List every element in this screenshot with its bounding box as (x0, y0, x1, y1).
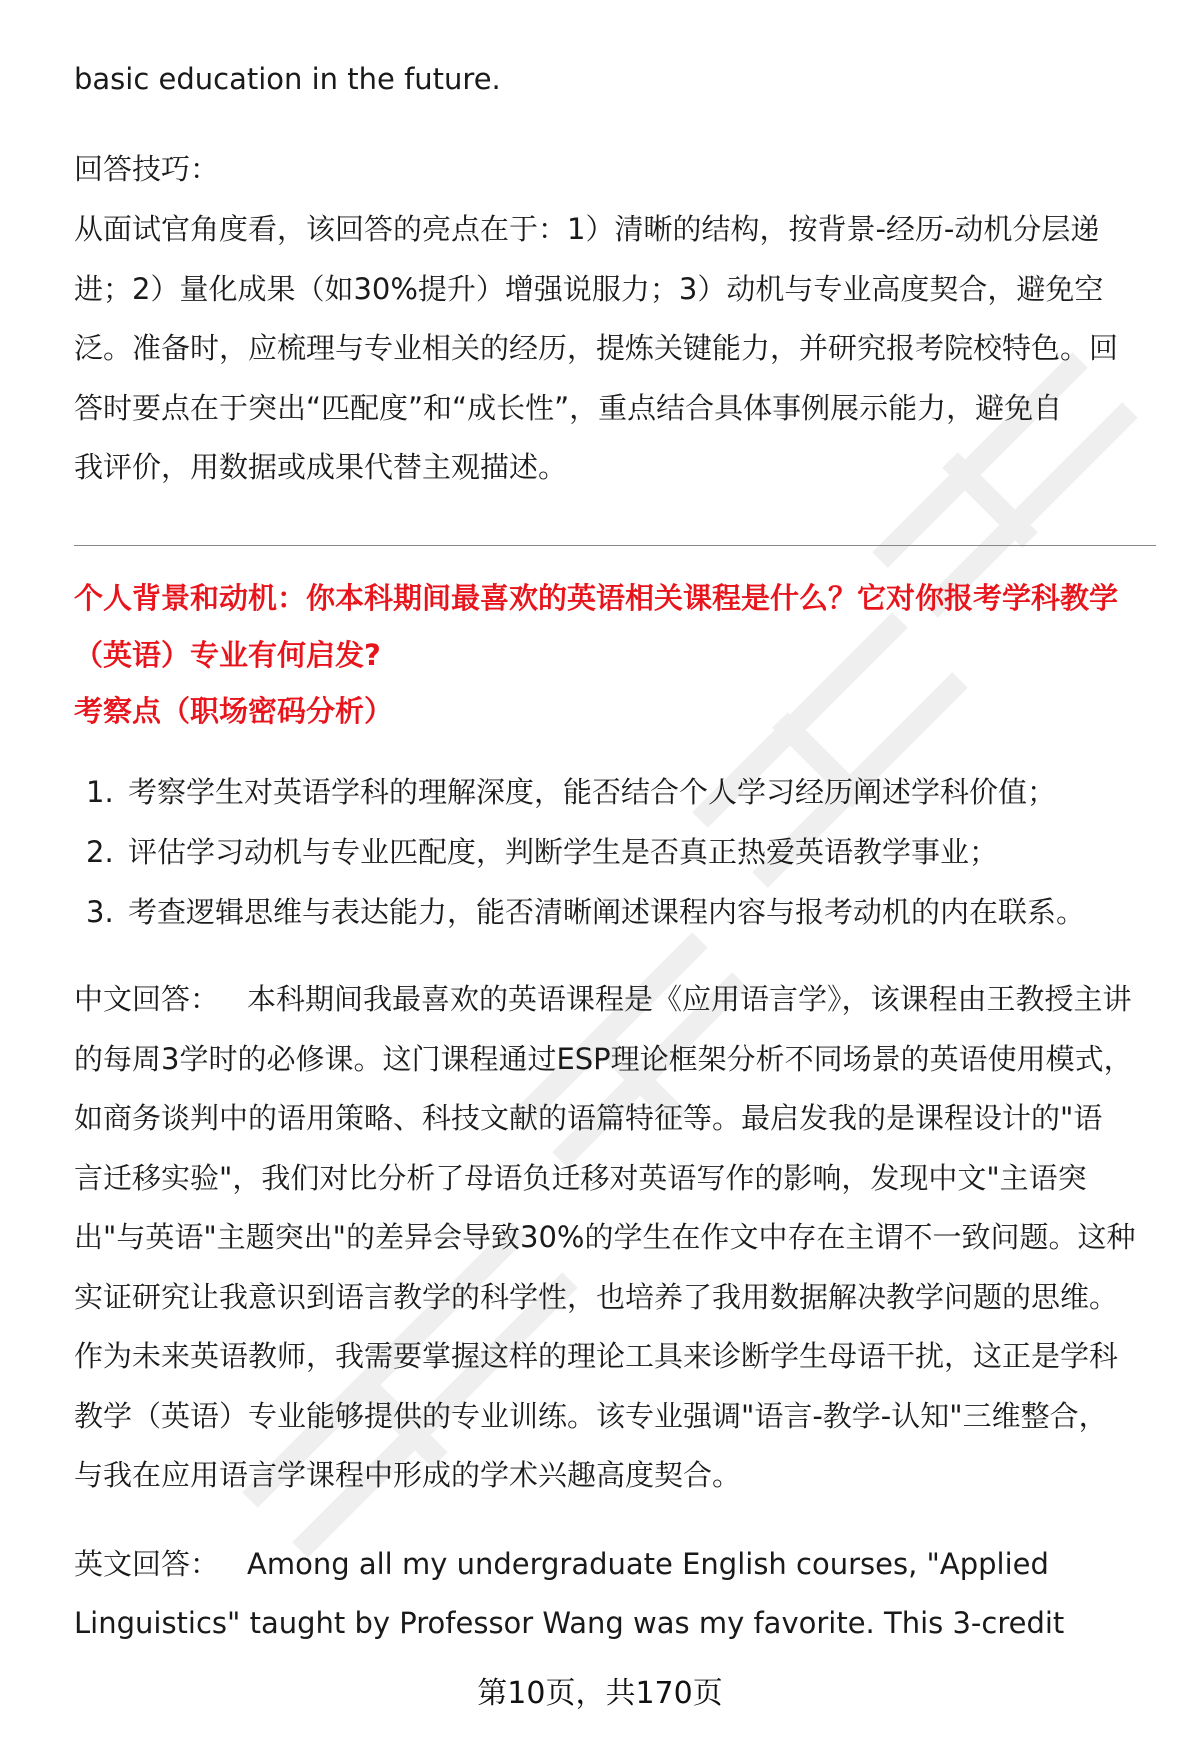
section-divider (74, 545, 1156, 546)
answer-first-line: 本科期间我最喜欢的英语课程是《应用语言学》，该课程由王教授主讲 (247, 982, 1132, 1016)
answer-label: 中文回答： (74, 982, 220, 1016)
assessment-list (86, 762, 1085, 942)
question-line: （英语）专业有何启发? (74, 638, 381, 672)
list-item (86, 822, 1085, 882)
page-number: 第10页，共170页 (477, 1676, 723, 1711)
list-number: 2. (86, 835, 114, 869)
list-text: 评估学习动机与专业匹配度，判断学生是否真正热爱英语教学事业； (128, 835, 999, 869)
english-answer (74, 1535, 1064, 1653)
top-paragraph (74, 50, 501, 109)
text-line: 答时要点在于突出“匹配度”和“成长性”，重点结合具体事例展示能力，避免自 (74, 390, 1063, 425)
chinese-answer (74, 970, 1135, 1506)
text-line: 从面试官角度看，该回答的亮点在于：1）清晰的结构，按背景-经历-动机分层递 (74, 212, 1100, 246)
list-text: 考查逻辑思维与表达能力，能否清晰阐述课程内容与报考动机的内在联系。 (128, 895, 1086, 929)
text-line: 与我在应用语言学课程中形成的学术兴趣高度契合。 (74, 1458, 742, 1492)
text-line: Linguistics" taught by Professor Wang was my favorite. This 3-credit (74, 1606, 1065, 1640)
text-line (74, 1535, 1064, 1594)
question-heading (74, 570, 1118, 684)
text-line: 如商务谈判中的语用策略、科技文献的语篇特征等。最启发我的是课程设计的"语 (74, 1101, 1103, 1135)
text-line: 的每周3学时的必修课。这门课程通过ESP理论框架分析不同场景的英语使用模式， (74, 1041, 1133, 1076)
text-line: 言迁移实验"，我们对比分析了母语负迁移对英语写作的影响，发现中文"主语突 (74, 1160, 1087, 1195)
tips-body (74, 200, 1156, 498)
list-number: 3. (86, 895, 114, 929)
assessment-title: 考察点（职场密码分析） (74, 694, 394, 728)
text-line: 进；2）量化成果（如30%提升）增强说服力；3）动机与专业高度契合，避免空 (74, 271, 1104, 306)
text-line: 教学（英语）专业能够提供的专业训练。该专业强调"语言-教学-认知"三维整合， (74, 1398, 1108, 1433)
answer-label: 英文回答： (74, 1547, 220, 1581)
list-text: 考察学生对英语学科的理解深度，能否结合个人学习经历阐述学科价值； (128, 775, 1057, 809)
text-line: 泛。准备时，应梳理与专业相关的经历，提炼关键能力，并研究报考院校特色。回 (74, 331, 1119, 365)
question-line: 个人背景和动机：你本科期间最喜欢的英语相关课程是什么？它对你报考学科教学 (74, 581, 1119, 615)
text-line (74, 970, 1135, 1030)
list-number: 1. (86, 775, 114, 809)
text-line: 实证研究让我意识到语言教学的科学性，也培养了我用数据解决教学问题的思维。 (74, 1279, 1119, 1314)
list-item (86, 882, 1085, 942)
text-line: 我评价，用数据或成果代替主观描述。 (74, 450, 568, 484)
list-item (86, 762, 1085, 822)
tips-title: 回答技巧： (74, 152, 220, 186)
answer-first-line: Among all my undergraduate English courses, "Applied (247, 1547, 1049, 1581)
text-line: basic education in the future. (74, 62, 501, 96)
text-line: 出"与英语"主题突出"的差异会导致30%的学生在作文中存在主谓不一致问题。这种 (74, 1220, 1136, 1254)
text-line: 作为未来英语教师，我需要掌握这样的理论工具来诊断学生母语干扰，这正是学科 (74, 1339, 1119, 1373)
